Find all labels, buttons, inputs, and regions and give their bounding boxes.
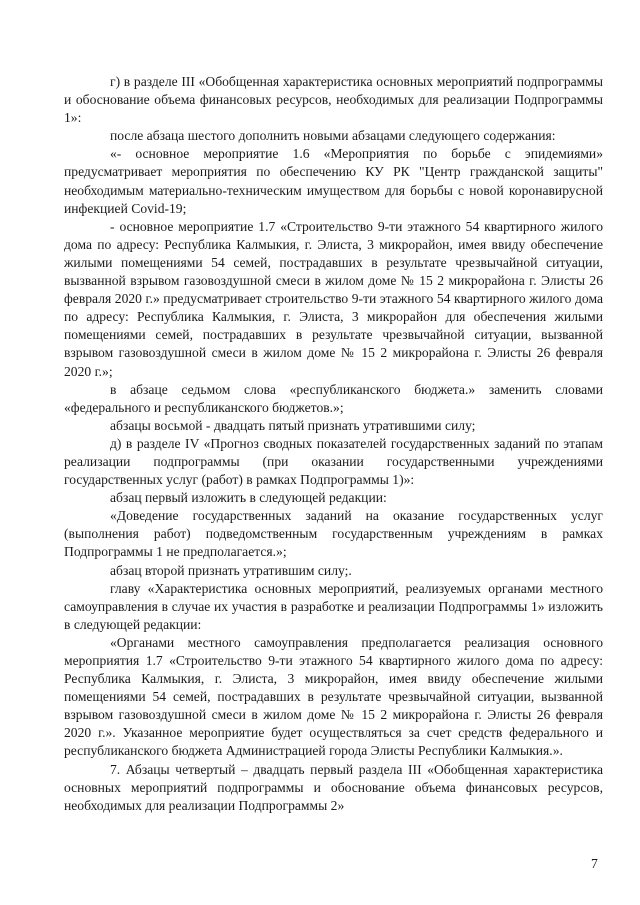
paragraph: г) в разделе III «Обобщенная характеристика основных мероприятий подпрограммы и обоснование объема финансовых ресурсов, необходимых для реализации Подпрограммы 1»: (64, 74, 603, 126)
paragraph: абзац второй признать утратившим силу;. (110, 562, 352, 578)
paragraph: абзацы восьмой - двадцать пятый признать утратившими силу; (110, 417, 476, 433)
paragraph: после абзаца шестого дополнить новыми абзацами следующего содержания: (110, 128, 556, 144)
paragraph: «Доведение государственных заданий на оказание государственных услуг (выполнения работ) подведомственным государственным учреждениям в рамках Подпрограммы 1 не предполагается.»; (64, 508, 603, 560)
paragraph: главу «Характеристика основных мероприятий, реализуемых органами местного самоуправления в случае их участия в разработке и реализации Подпрограммы 1» изложить в следующей редакции: (64, 580, 603, 632)
page-number: 7 (591, 856, 598, 871)
paragraph: «- основное мероприятие 1.6 «Мероприятия по борьбе с эпидемиями» предусматривает мероприятия по обеспечению КУ РК "Центр гражданской защиты" необходимым материально-техническим имуществом для борьбы с новой коронавирусной инфекцией Covid-19; (64, 146, 603, 216)
document-body (64, 73, 603, 815)
paragraph: в абзаце седьмом слова «республиканского бюджета.» заменить словами «федерального и республиканского бюджетов.»; (64, 381, 603, 415)
paragraph: 7. Абзацы четвертый – двадцать первый раздела III «Обобщенная характеристика основных мероприятий подпрограммы и обоснование объема финансовых ресурсов, необходимых для реализации Подпрограммы 2» (64, 761, 603, 813)
paragraph: абзац первый изложить в следующей редакции: (110, 490, 387, 506)
paragraph: д) в разделе IV «Прогноз сводных показателей государственных заданий по этапам реализации подпрограммы (при оказании государственными учреждениями государственных услуг (работ) в рамках Подпрограммы 1)»: (64, 435, 603, 488)
paragraph: - основное мероприятие 1.7 «Строительство 9-ти этажного 54 квартирного жилого дома по адресу: Республика Калмыкия, г. Элиста, 3 микрорайон, имея ввиду обеспечение жилыми помещениями 54 семей, пострадавших в результате чрезвычайной ситуации, вызванной взрывом газовоздушной смеси в жилом доме № 15 2 микрорайона г. Элисты 26 февраля 2020 г.» предусматривает строительство 9-ти этажного 54 квартирного жилого дома по адресу: Республика Калмыкия, г. Элиста, 3 микрорайон для обеспечения жилыми помещениями семей, пострадавших в результате чрезвычайной ситуации, вызванной взрывом газовоздушной смеси в жилом доме № 15 2 микрорайона г. Элисты 26 февраля 2020 г.»; (64, 218, 603, 379)
paragraph: «Органами местного самоуправления предполагается реализация основного мероприятия 1.7 «Строительство 9-ти этажного 54 квартирного жилого дома по адресу: Республика Калмыкия, г. Элиста, 3 микрорайон, имея ввиду обеспечение жилыми помещениями 54 семей, пострадавших в результате чрезвычайной ситуации, вызванной взрывом газовоздушной смеси в жилом доме № 15 2 микрорайона г. Элисты 26 февраля 2020 г.». Указанное мероприятие будет осуществляться за счет средств федерального и республиканского бюджета Администрацией города Элисты Республики Калмыкия.». (64, 634, 603, 759)
